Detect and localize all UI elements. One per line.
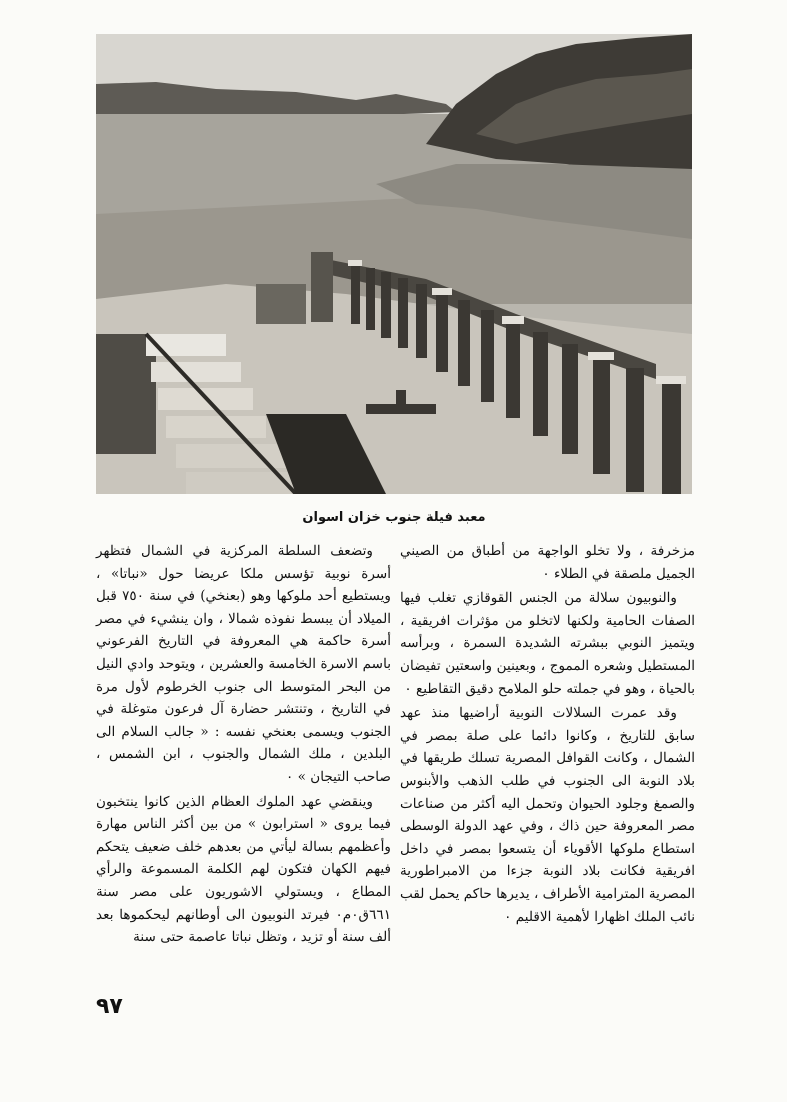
photo-caption: معبد فيلة جنوب خزان اسوان	[302, 510, 486, 525]
temple-photo	[96, 34, 692, 494]
paragraph: مزخرفة ، ولا تخلو الواجهة من أطباق من الصيني الجميل ملصقة في الطلاء ٠	[400, 543, 695, 582]
paragraph: وقد عمرت السلالات النوبية أراضيها منذ عهد سابق للتاريخ ، وكانوا دائما على صلة بمصر في الشمال ، وكانت القوافل المصرية تسلك طريقها في بلاد النوبة الى الجنوب في طلب الذهب والأبنوس والصمغ وجلود الحيوان وتحمل اليه أكثر من صناعات مصر المعروفة حين ذاك ، وفي عهد الدولة الوسطى استطاع ملوكها الأقوياء أن يتسعوا بمصر في داخل افريقية فكانت بلاد النوبة جزءا من الامبراطورية المصرية المترامية الأطراف ، يديرها حاكم يحمل لقب نائب الملك اظهارا لأهمية الاقليم ٠	[400, 705, 695, 925]
philae-temple-illustration	[96, 34, 692, 494]
text-column-left	[96, 540, 391, 951]
paragraph: وتضعف السلطة المركزية في الشمال فتظهر أسرة نوبية تؤسس ملكا عريضا حول «نباتا» ، ويستطيع أحد ملوكها وهو (بعنخي) في سنة ٧٥٠ قبل الميلاد أن يبسط نفوذه شمالا ، وان ينشيء في مصر أسرة حاكمة هي المعروفة في التاريخ الفرعوني باسم الاسرة الخامسة والعشرين ، ويتوحد وادي النيل من البحر المتوسط الى جنوب الخرطوم لأول مرة في التاريخ ، وتنتشر حضارة آل فرعون متوغلة في الجنوب ويسمى بعنخي نفسه : « جالب السلام الى البلدين ، ملك الشمال والجنوب ، ابن الشمس ، صاحب التيجان » ٠	[96, 543, 391, 785]
paragraph: والنوبيون سلالة من الجنس القوقازي تغلب فيها الصفات الحامية ولكنها لاتخلو من مؤثرات افريقية ، ويتميز النوبي ببشرته الشديدة السمرة ، وبرأسه المستطيل وشعره المموج ، وبعينين واسعتين تفيضان بالحياة ، وهو في جملته حلو الملامح دقيق التقاطيع ٠	[400, 590, 695, 697]
text-column-right	[400, 540, 695, 930]
page-number: ٩٧	[96, 994, 123, 1019]
paragraph: وينقضي عهد الملوك العظام الذين كانوا ينتخبون فيما يروى « استرابون » من بين أكثر الناس مهارة وأعظمهم بسالة ليأتي من بعدهم خلف ضعيف يتحكم فيهم الكهان فتكون لهم الكلمة المسموعة والرأي المطاع ، ويستولي الاشوريون على مصر سنة ٦٦١ق٠م٠ فيرتد النوبيون الى أوطانهم ليحكموها بعد ألف سنة أو تزيد ، وتظل نباتا عاصمة حتى سنة	[96, 793, 391, 946]
